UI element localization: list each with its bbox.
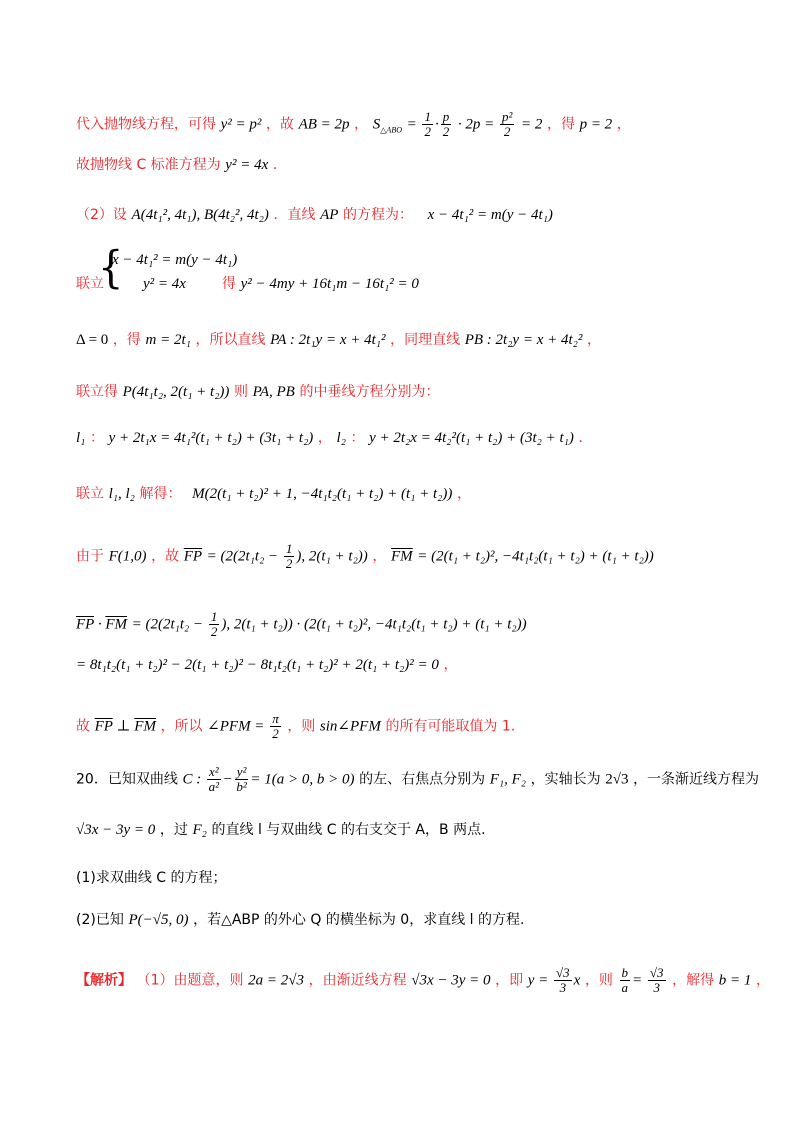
- text: ，: [372, 548, 387, 565]
- line-tangent: [76, 330, 601, 350]
- text: ．直线: [273, 207, 316, 223]
- math: l₁: [76, 430, 86, 446]
- math: ), 2(t₁ + t₂)) · (2(t₁ + t₂)², −4t₁t₂(t₁ + t₂) + (t₁ + t₂)): [221, 616, 527, 633]
- q20-line2: [76, 820, 486, 840]
- math: ⊥: [112, 718, 135, 735]
- math: y² − 4my + 16t₁m − 16t₁² = 0: [240, 276, 419, 292]
- solution-line: [76, 966, 770, 995]
- math: y =: [527, 972, 553, 989]
- text: 得: [222, 276, 236, 292]
- math: =: [632, 972, 646, 989]
- text: ，: [616, 116, 631, 133]
- text: （1）由题意，则: [136, 972, 244, 989]
- line-conclusion: [76, 712, 515, 741]
- text: ，实轴长为: [530, 771, 601, 788]
- q20-line1: 20．已知双曲线 C : $\frac{\text{x²}}{\text{a²}}$ − $\frac{\text{y²}}{\text{b²}}$ = 1(a > 0, b > 0) 的左、右焦点分别为 F₁, F₂ ，实轴长为 2√3 ，一条渐近线方程为: [76, 764, 760, 794]
- math: x: [573, 972, 581, 989]
- line-system-row2: [143, 274, 186, 294]
- text: ，故: [151, 548, 180, 565]
- math: √3x − 3y = 0: [411, 972, 491, 989]
- text: 的方程为：: [343, 207, 414, 223]
- math: p = 2: [579, 116, 613, 133]
- text: 的左、右焦点分别为: [359, 771, 486, 788]
- math: = (2(2t₁t₂ −: [206, 548, 282, 565]
- math: PB : 2t₂y = x + 4t₂²: [464, 332, 583, 348]
- math: AB = 2p: [298, 116, 350, 133]
- text: ，: [586, 332, 601, 348]
- fraction: $\frac{1}{2}$: [424, 109, 431, 139]
- line-dot-product: [76, 610, 527, 639]
- text: ，则: [584, 972, 613, 989]
- text: ：: [90, 430, 104, 446]
- math: Δ = 0: [76, 332, 109, 348]
- math: m = 2t₁: [145, 332, 191, 348]
- text: ，所以: [160, 718, 203, 735]
- text: ，所以直线: [195, 332, 266, 348]
- line-part2-setup: [76, 205, 553, 225]
- q20-part2: [76, 910, 524, 930]
- math: √3x − 3y = 0: [76, 822, 156, 838]
- math: = 1(a > 0, b > 0): [250, 771, 355, 788]
- math: F₂: [192, 822, 207, 838]
- math: S: [372, 116, 381, 133]
- math: P(−√5, 0): [128, 912, 189, 928]
- math: y² = 4x: [143, 276, 186, 292]
- text: ，得: [112, 332, 141, 348]
- math: b = 1: [718, 972, 752, 989]
- text: 联立: [76, 486, 104, 502]
- math: y + 2t₁x = 4t₁²(t₁ + t₂) + (3t₁ + t₂): [108, 430, 314, 446]
- vector-fm: $\overline{FM}$: [391, 548, 413, 565]
- math: ), 2(t₁ + t₂)): [296, 548, 368, 565]
- fraction: $\frac{1}{2}$: [210, 609, 218, 639]
- fraction: $\frac{√3}{3}$: [556, 965, 570, 995]
- text: ，故: [266, 116, 294, 133]
- text: ，解得: [672, 972, 715, 989]
- math: y² = 4x: [225, 157, 269, 173]
- line-point-m: [76, 484, 471, 504]
- text: ，同理直线: [390, 332, 461, 348]
- math: sin∠PFM: [319, 718, 381, 735]
- line-standard-equation: [76, 155, 287, 175]
- system-brace: {: [98, 242, 124, 294]
- math: = (2(2t₁t₂ −: [131, 616, 207, 633]
- text: 代入抛物线方程，可得: [76, 116, 216, 133]
- math-sub: △ABO: [380, 125, 402, 135]
- line-dot-product-result: [76, 655, 458, 675]
- text: ，: [443, 657, 458, 673]
- text: ，: [756, 972, 771, 989]
- vector-fp: $\overline{FP}$: [76, 616, 95, 633]
- text: ：: [350, 430, 365, 446]
- math: x − 4t₁² = m(y − 4t₁): [112, 252, 238, 268]
- fraction: $\frac{\text{y²}}{\text{b²}}$: [236, 764, 247, 794]
- q20-part1: [76, 868, 227, 888]
- text: ，: [317, 430, 332, 446]
- fraction: $\frac{√3}{3}$: [649, 965, 664, 995]
- fraction: $\frac{\pi}{2}$: [272, 711, 279, 741]
- math: l₁, l₂: [108, 486, 135, 502]
- text: 的中垂线方程分别为：: [299, 384, 440, 400]
- fraction: $\frac{p}{2}$: [442, 109, 450, 139]
- text: ，一条渐近线方程为: [633, 771, 760, 788]
- text: 故: [76, 718, 90, 735]
- text: ，: [354, 116, 369, 133]
- line-perpendicular-bisectors: [76, 428, 592, 448]
- math: y + 2t₂x = 4t₂²(t₁ + t₂) + (3t₂ + t₁): [369, 430, 574, 446]
- text: ，由渐近线方程: [308, 972, 407, 989]
- text: ，过: [159, 822, 188, 838]
- text: ．: [272, 157, 287, 173]
- vector-fp: $\overline{FP}$: [183, 548, 203, 565]
- text: 20．已知双曲线: [76, 771, 178, 788]
- fraction: $\frac{1}{2}$: [285, 541, 293, 571]
- math: C :: [182, 771, 205, 788]
- math: y² = p²: [220, 116, 262, 133]
- text: 的直线 l 与双曲线 C 的右支交于 A，B 两点.: [211, 822, 486, 838]
- line-system-row1: [112, 250, 237, 270]
- math: PA, PB: [252, 384, 295, 400]
- text: （2）设: [76, 207, 127, 223]
- text: ，若△ABP 的外心 Q 的横坐标为 0，求直线 l 的方程.: [193, 912, 525, 928]
- line-system-label: [76, 274, 104, 294]
- text: 由于: [76, 548, 104, 565]
- line-vectors: [76, 542, 654, 571]
- math: = 8t₁t₂(t₁ + t₂)² − 2(t₁ + t₂)² − 8t₁t₂(t₁ + t₂)² + 2(t₁ + t₂)² = 0: [76, 657, 439, 673]
- text: 则: [234, 384, 249, 400]
- math: M(2(t₁ + t₂)² + 1, −4t₁t₂(t₁ + t₂) + (t₁ + t₂)): [192, 486, 453, 502]
- text: ，得: [546, 116, 575, 133]
- math: = 2: [520, 116, 543, 133]
- text: 联立: [76, 276, 104, 292]
- math: 2√3: [605, 771, 629, 788]
- fraction: $\frac{\text{x²}}{\text{a²}}$: [208, 764, 219, 794]
- text: 联立得: [76, 384, 118, 400]
- math: A(4t₁², 4t₁), B(4t₂², 4t₂): [131, 207, 269, 223]
- solution-tag: 【解析】: [76, 972, 132, 989]
- math: x − 4t₁² = m(y − 4t₁): [427, 207, 553, 223]
- text: ，: [456, 486, 471, 502]
- math: l₂: [336, 430, 346, 446]
- math: PA : 2t₁y = x + 4t₁²: [270, 332, 386, 348]
- math: F₁, F₂: [489, 771, 526, 788]
- math: = (2(t₁ + t₂)², −4t₁t₂(t₁ + t₂) + (t₁ + t₂)): [417, 548, 654, 565]
- math: AP: [320, 207, 339, 223]
- text: 解得：: [139, 486, 182, 502]
- text: ，则: [287, 718, 316, 735]
- math: =: [406, 116, 421, 133]
- text: ．: [578, 430, 593, 446]
- vector-fp: $\overline{FP}$: [94, 718, 113, 735]
- math: P(4t₁t₂, 2(t₁ + t₂)): [122, 384, 230, 400]
- vector-fm: $\overline{FM}$: [105, 616, 127, 633]
- math: 2a = 2√3: [248, 972, 304, 989]
- math: ·: [94, 616, 106, 633]
- math: F(1,0): [108, 548, 147, 565]
- text: ，即: [495, 972, 524, 989]
- line-system-result: [222, 274, 419, 294]
- line-intersection: [76, 382, 439, 402]
- vector-fm: $\overline{FM}$: [134, 718, 156, 735]
- text: 故抛物线 C 标准方程为: [76, 157, 221, 173]
- text: 的所有可能取值为 1.: [385, 718, 516, 735]
- math: ∠PFM =: [207, 718, 269, 735]
- math: · 2p =: [457, 116, 498, 133]
- text: (1)求双曲线 C 的方程；: [76, 870, 227, 886]
- text: (2)已知: [76, 912, 124, 928]
- fraction: $\frac{\text{p²}}{2}$: [501, 109, 513, 139]
- fraction: $\frac{b}{a}$: [621, 965, 629, 995]
- line-area-solution: 代入抛物线方程，可得 y² = p² ，故 AB = 2p ， $S_{\triangle ABO}$ = $\frac{1}{2}$ · $\frac{p}{2}$ · 2p = $\frac{\text{p²}}{2}$ = 2 ，得 p = 2 ，: [76, 109, 631, 139]
